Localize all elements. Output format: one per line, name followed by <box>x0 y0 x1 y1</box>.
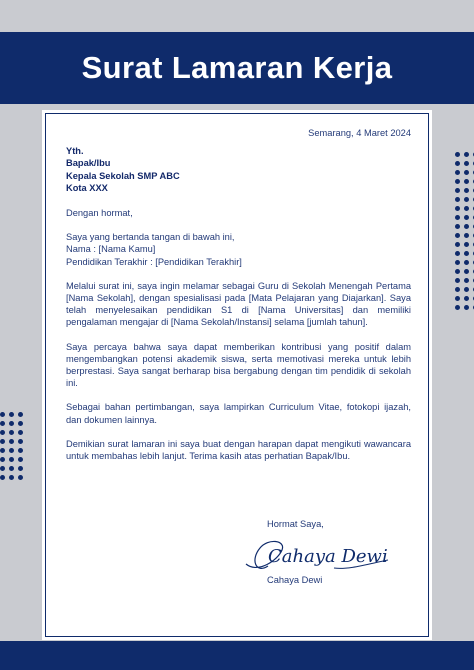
recipient-line: Kepala Sekolah SMP ABC <box>66 170 180 181</box>
decor-dot <box>464 206 469 211</box>
decor-dot <box>0 421 5 426</box>
recipient-line: Bapak/Ibu <box>66 158 111 169</box>
decor-dot <box>0 475 5 480</box>
decor-dot <box>455 305 460 310</box>
field-name: Nama : [Nama Kamu] <box>66 244 156 255</box>
letter-paper <box>42 110 432 640</box>
paragraph: Melalui surat ini, saya ingin melamar sebagai Guru di Sekolah Menengah Pertama [Nama Sekolah], dengan spesialisasi pada [Mata Pelajaran yang Diajarkan]. Saya telah menyelesaikan pendidikan S1 di [Nama Universitas] dan memiliki pengalaman mengajar di [Nama Sekolah/Instansi] selama [jumlah tahun]. <box>66 280 411 328</box>
decor-dot <box>455 161 460 166</box>
decor-dot <box>9 475 14 480</box>
decor-dot <box>9 412 14 417</box>
dot-pattern-right <box>455 152 474 310</box>
decor-dot <box>464 188 469 193</box>
decor-dot <box>18 457 23 462</box>
decor-dot <box>464 296 469 301</box>
decor-dot <box>0 439 5 444</box>
dot-pattern-left <box>0 412 23 480</box>
decor-dot <box>455 278 460 283</box>
top-grey-band <box>0 0 474 32</box>
decor-dot <box>464 224 469 229</box>
decor-dot <box>455 215 460 220</box>
decor-dot <box>464 260 469 265</box>
decor-dot <box>0 457 5 462</box>
decor-dot <box>455 233 460 238</box>
recipient-line: Yth. <box>66 146 84 157</box>
closing: Hormat Saya, <box>267 519 324 529</box>
decor-dot <box>18 475 23 480</box>
decor-dot <box>18 466 23 471</box>
decor-dot <box>455 296 460 301</box>
decor-dot <box>464 269 469 274</box>
decor-dot <box>455 152 460 157</box>
paragraph: Demikian surat lamaran ini saya buat dengan harapan dapat mengikuti wawancara untuk membahas lebih lanjut. Terima kasih atas perhatian Bapak/Ibu. <box>66 438 411 462</box>
decor-dot <box>464 197 469 202</box>
salutation: Dengan hormat, <box>66 208 133 219</box>
decor-dot <box>455 188 460 193</box>
decor-dot <box>464 278 469 283</box>
decor-dot <box>464 305 469 310</box>
decor-dot <box>18 412 23 417</box>
intro-line: Saya yang bertanda tangan di bawah ini, <box>66 232 235 243</box>
letter-date: Semarang, 4 Maret 2024 <box>308 128 411 138</box>
decor-dot <box>455 251 460 256</box>
decor-dot <box>455 197 460 202</box>
decor-dot <box>455 170 460 175</box>
intro-block <box>66 231 411 268</box>
paragraph: Saya percaya bahwa saya dapat memberikan kontribusi yang positif dalam mengembangkan potensi akademik siswa, serta memotivasi mereka untuk lebih berprestasi. Saya sangat berharap bisa bergabung dengan tim pendidik di sekolah ini. <box>66 341 411 389</box>
decor-dot <box>9 448 14 453</box>
decor-dot <box>464 161 469 166</box>
decor-dot <box>464 242 469 247</box>
decor-dot <box>464 251 469 256</box>
decor-dot <box>0 430 5 435</box>
decor-dot <box>9 457 14 462</box>
decor-dot <box>464 215 469 220</box>
decor-dot <box>455 242 460 247</box>
signature-text: Cahaya Dewi <box>268 546 388 567</box>
decor-dot <box>455 206 460 211</box>
decor-dot <box>0 466 5 471</box>
decor-dot <box>18 439 23 444</box>
decor-dot <box>9 421 14 426</box>
decor-dot <box>18 421 23 426</box>
field-education: Pendidikan Terakhir : [Pendidikan Terakhir] <box>66 256 242 267</box>
decor-dot <box>464 179 469 184</box>
decor-dot <box>455 179 460 184</box>
letter-body <box>66 127 411 462</box>
header-bar <box>0 32 474 104</box>
decor-dot <box>9 430 14 435</box>
decor-dot <box>0 412 5 417</box>
recipient-line: Kota XXX <box>66 182 108 193</box>
footer-bar <box>0 641 474 670</box>
decor-dot <box>455 224 460 229</box>
decor-dot <box>0 448 5 453</box>
paragraph: Sebagai bahan pertimbangan, saya lampirkan Curriculum Vitae, fotokopi ijazah, dan dokumen lainnya. <box>66 402 411 425</box>
decor-dot <box>455 269 460 274</box>
decor-dot <box>18 430 23 435</box>
decor-dot <box>9 439 14 444</box>
decor-dot <box>464 233 469 238</box>
signer-name: Cahaya Dewi <box>267 575 323 585</box>
decor-dot <box>9 466 14 471</box>
page-title: Surat Lamaran Kerja <box>81 50 393 85</box>
decor-dot <box>455 260 460 265</box>
signature-image <box>238 530 398 576</box>
decor-dot <box>455 287 460 292</box>
decor-dot <box>464 170 469 175</box>
decor-dot <box>464 152 469 157</box>
decor-dot <box>18 448 23 453</box>
decor-dot <box>464 287 469 292</box>
